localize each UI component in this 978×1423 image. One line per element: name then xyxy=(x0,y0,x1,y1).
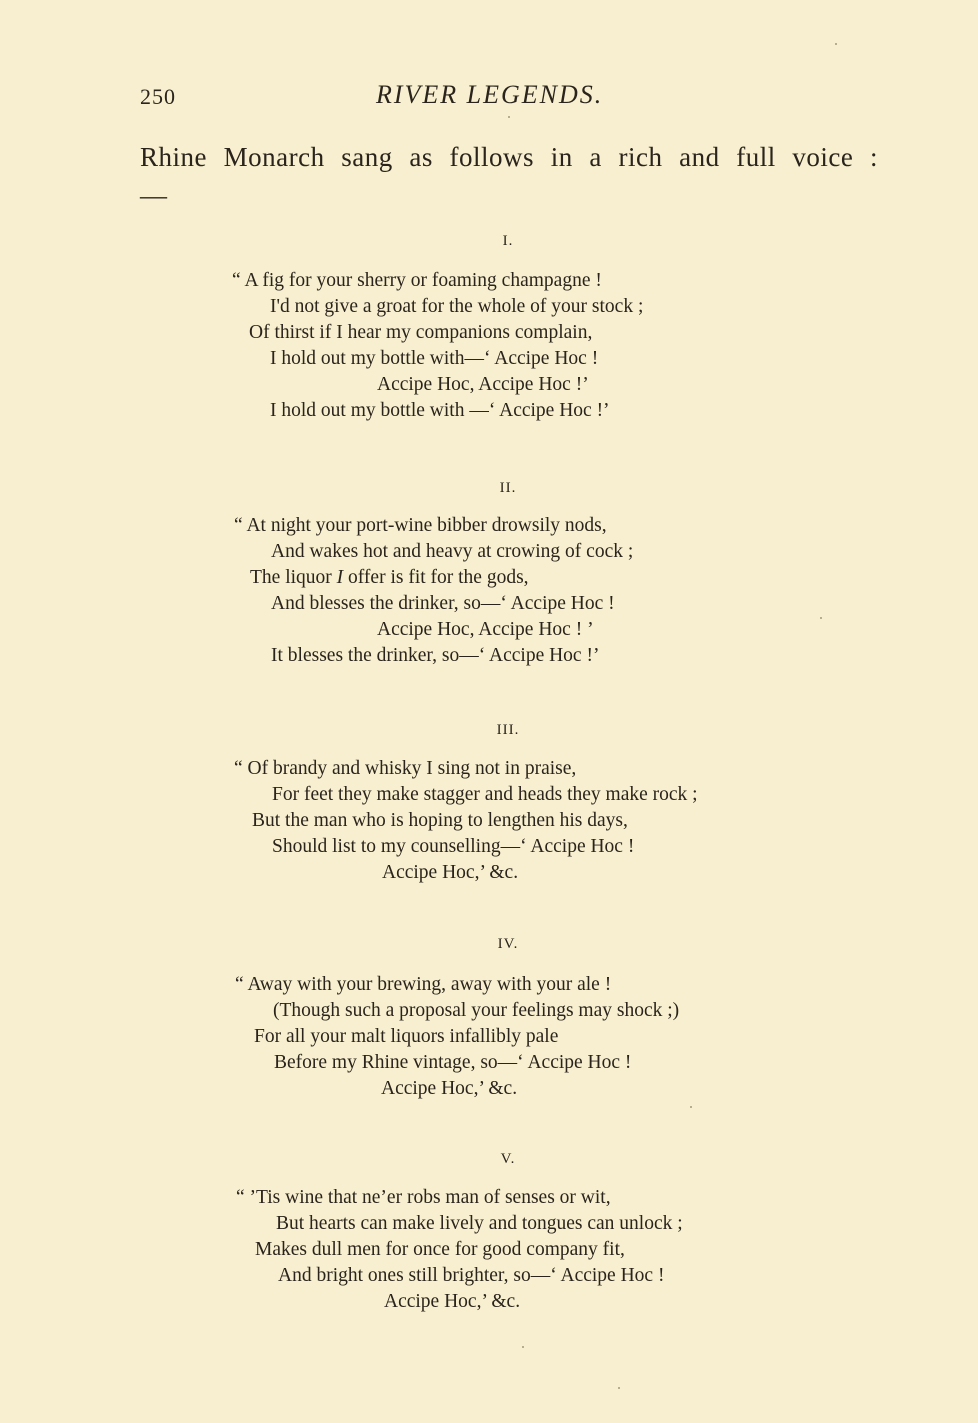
paper-speck xyxy=(820,617,822,619)
verse-line: I hold out my bottle with —‘ Accipe Hoc !’ xyxy=(270,400,610,421)
paper-speck xyxy=(690,1106,692,1108)
verse-line: (Though such a proposal your feelings may shock ;) xyxy=(273,1000,680,1021)
verse-line: Makes dull men for once for good company fit, xyxy=(255,1239,625,1260)
intro-paragraph: Rhine Monarch sang as follows in a rich and full voice :— xyxy=(140,142,878,210)
verse-line: And bright ones still brighter, so—‘ Accipe Hoc ! xyxy=(278,1265,665,1286)
verse-line: Accipe Hoc,’ &c. xyxy=(382,862,519,883)
verse-line: And blesses the drinker, so—‘ Accipe Hoc ! xyxy=(271,593,615,614)
verse-text: offer is fit for the gods, xyxy=(348,567,529,588)
paper-speck xyxy=(835,43,837,45)
verse-line: “ At night your port-wine bibber drowsily nods, xyxy=(234,515,607,536)
stanza-numeral: IV. xyxy=(497,936,519,952)
paper-speck xyxy=(508,116,510,118)
verse-line: For all your malt liquors infallibly pale xyxy=(254,1026,559,1047)
verse-line xyxy=(250,565,529,591)
verse-line: “ Away with your brewing, away with your ale ! xyxy=(235,974,612,995)
verse-line: Accipe Hoc,’ &c. xyxy=(384,1291,521,1312)
verse-line: Accipe Hoc, Accipe Hoc !’ xyxy=(377,374,589,395)
paper-speck xyxy=(618,1387,620,1389)
paper-speck xyxy=(522,1346,524,1348)
verse-line: For feet they make stagger and heads they make rock ; xyxy=(272,784,698,805)
verse-text: The liquor xyxy=(250,567,332,588)
verse-line: “ A fig for your sherry or foaming champagne ! xyxy=(232,270,602,291)
verse-line: “ Of brandy and whisky I sing not in praise, xyxy=(234,758,577,779)
stanza-numeral: V. xyxy=(500,1151,516,1167)
stanza-numeral: II. xyxy=(499,480,517,496)
verse-line: “ ’Tis wine that ne’er robs man of senses or wit, xyxy=(236,1187,611,1208)
verse-line: Accipe Hoc,’ &c. xyxy=(381,1078,518,1099)
verse-line: But hearts can make lively and tongues can unlock ; xyxy=(276,1213,683,1234)
verse-line: Before my Rhine vintage, so—‘ Accipe Hoc ! xyxy=(274,1052,632,1073)
stanza-numeral: I. xyxy=(502,233,514,249)
verse-line: I hold out my bottle with—‘ Accipe Hoc ! xyxy=(270,348,599,369)
verse-line: It blesses the drinker, so—‘ Accipe Hoc !’ xyxy=(271,645,600,666)
verse-line: Of thirst if I hear my companions complain, xyxy=(249,322,593,343)
verse-line: But the man who is hoping to lengthen his days, xyxy=(252,810,628,831)
verse-line: And wakes hot and heavy at crowing of cock ; xyxy=(271,541,634,562)
stanza-numeral: III. xyxy=(496,722,520,738)
page-header xyxy=(140,80,880,116)
italic-emphasis: I xyxy=(336,567,344,588)
verse-line: Accipe Hoc, Accipe Hoc ! ’ xyxy=(377,619,594,640)
page-number: 250 xyxy=(140,84,176,109)
verse-line: Should list to my counselling—‘ Accipe Hoc ! xyxy=(272,836,635,857)
verse-line: I'd not give a groat for the whole of your stock ; xyxy=(270,296,644,317)
running-title: RIVER LEGENDS. xyxy=(376,80,604,109)
